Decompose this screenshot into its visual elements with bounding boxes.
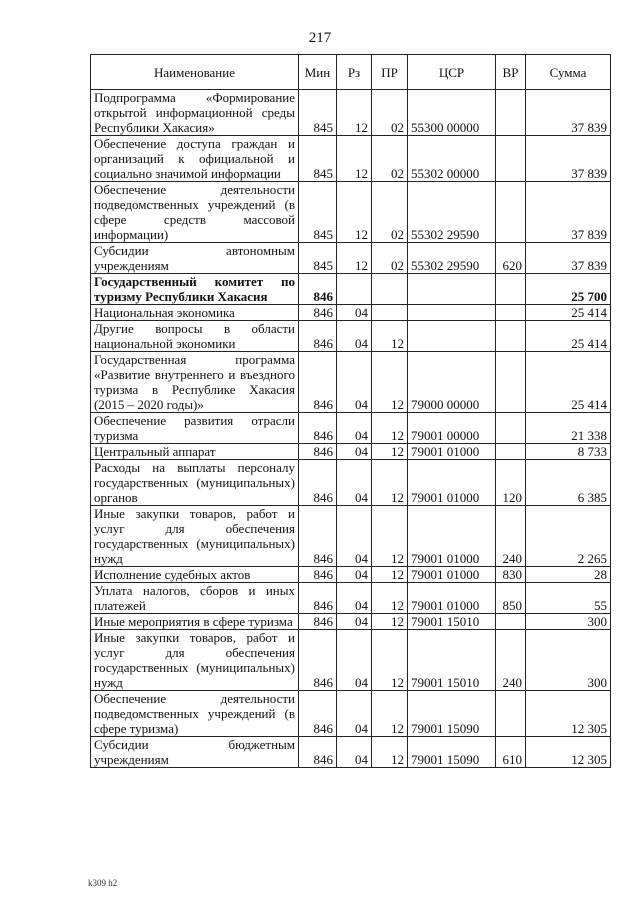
table-row — [91, 737, 611, 768]
cell-vr — [496, 352, 526, 413]
cell-min: 846 — [299, 630, 337, 691]
cell-rz: 04 — [337, 352, 372, 413]
cell-csr: 79001 15010 — [408, 630, 496, 691]
cell-csr: 55302 29590 — [408, 243, 496, 274]
cell-name: Обеспечение развития отрасли туризма — [91, 413, 299, 444]
cell-csr: 79001 15090 — [408, 691, 496, 737]
cell-csr: 79001 15090 — [408, 737, 496, 768]
table-row — [91, 305, 611, 321]
cell-csr: 79001 01000 — [408, 583, 496, 614]
cell-rz: 12 — [337, 90, 372, 136]
cell-sum: 25 414 — [526, 352, 611, 413]
cell-sum: 300 — [526, 630, 611, 691]
cell-sum: 6 385 — [526, 460, 611, 506]
cell-name: Субсидии автономным учреждениям — [91, 243, 299, 274]
header-pr: ПР — [372, 55, 408, 90]
header-rz: Рз — [337, 55, 372, 90]
cell-min: 846 — [299, 737, 337, 768]
cell-min: 846 — [299, 506, 337, 567]
cell-sum: 37 839 — [526, 136, 611, 182]
cell-vr — [496, 90, 526, 136]
cell-min: 845 — [299, 90, 337, 136]
cell-rz: 04 — [337, 460, 372, 506]
table-row — [91, 274, 611, 305]
cell-pr: 12 — [372, 460, 408, 506]
cell-name: Другие вопросы в области национальной экономики — [91, 321, 299, 352]
cell-rz: 12 — [337, 136, 372, 182]
table-row — [91, 321, 611, 352]
cell-vr — [496, 691, 526, 737]
cell-csr — [408, 321, 496, 352]
table-row — [91, 506, 611, 567]
cell-sum: 8 733 — [526, 444, 611, 460]
table-row — [91, 243, 611, 274]
cell-csr: 79001 15010 — [408, 614, 496, 630]
cell-csr — [408, 305, 496, 321]
budget-table — [90, 54, 611, 768]
cell-name: Центральный аппарат — [91, 444, 299, 460]
cell-sum: 21 338 — [526, 413, 611, 444]
cell-min: 846 — [299, 583, 337, 614]
cell-csr: 79001 01000 — [408, 567, 496, 583]
cell-pr — [372, 305, 408, 321]
table-row — [91, 460, 611, 506]
cell-name: Исполнение судебных актов — [91, 567, 299, 583]
cell-pr — [372, 274, 408, 305]
cell-vr — [496, 274, 526, 305]
table-row — [91, 182, 611, 243]
cell-pr: 12 — [372, 630, 408, 691]
cell-name: Обеспечение деятельности подведомственных учреждений (в сфере туризма) — [91, 691, 299, 737]
cell-vr: 120 — [496, 460, 526, 506]
cell-min: 846 — [299, 321, 337, 352]
cell-name: Государственный комитет по туризму Республики Хакасия — [91, 274, 299, 305]
cell-vr: 610 — [496, 737, 526, 768]
cell-name: Обеспечение доступа граждан и организаций к официальной и социально значимой информации — [91, 136, 299, 182]
cell-min: 846 — [299, 352, 337, 413]
table-row — [91, 413, 611, 444]
header-vr: ВР — [496, 55, 526, 90]
cell-rz: 04 — [337, 583, 372, 614]
cell-sum: 12 305 — [526, 691, 611, 737]
cell-pr: 02 — [372, 243, 408, 274]
cell-pr: 12 — [372, 691, 408, 737]
cell-rz: 12 — [337, 243, 372, 274]
cell-rz: 04 — [337, 321, 372, 352]
cell-pr: 12 — [372, 413, 408, 444]
cell-vr — [496, 182, 526, 243]
cell-sum: 25 414 — [526, 305, 611, 321]
header-sum: Сумма — [526, 55, 611, 90]
cell-sum: 12 305 — [526, 737, 611, 768]
cell-sum: 55 — [526, 583, 611, 614]
cell-name: Обеспечение деятельности подведомственных учреждений (в сфере средств массовой информации) — [91, 182, 299, 243]
table-row — [91, 352, 611, 413]
cell-pr: 12 — [372, 583, 408, 614]
cell-csr: 55302 00000 — [408, 136, 496, 182]
table-row — [91, 691, 611, 737]
cell-csr: 55302 29590 — [408, 182, 496, 243]
cell-pr: 12 — [372, 506, 408, 567]
cell-vr — [496, 614, 526, 630]
cell-sum: 37 839 — [526, 90, 611, 136]
cell-pr: 02 — [372, 136, 408, 182]
cell-rz: 04 — [337, 614, 372, 630]
table-row — [91, 136, 611, 182]
cell-name: Уплата налогов, сборов и иных платежей — [91, 583, 299, 614]
cell-rz: 04 — [337, 630, 372, 691]
cell-pr: 02 — [372, 182, 408, 243]
cell-vr — [496, 444, 526, 460]
header-row — [91, 55, 611, 90]
cell-min: 846 — [299, 460, 337, 506]
cell-min: 846 — [299, 444, 337, 460]
cell-rz: 04 — [337, 691, 372, 737]
cell-pr: 12 — [372, 737, 408, 768]
cell-sum: 25 700 — [526, 274, 611, 305]
cell-name: Подпрограмма «Формирование открытой информационной среды Республики Хакасия» — [91, 90, 299, 136]
cell-name: Иные закупки товаров, работ и услуг для обеспечения государственных (муниципальных) нужд — [91, 506, 299, 567]
cell-vr — [496, 321, 526, 352]
cell-sum: 37 839 — [526, 182, 611, 243]
cell-min: 846 — [299, 691, 337, 737]
table-row — [91, 444, 611, 460]
cell-csr: 55300 00000 — [408, 90, 496, 136]
cell-pr: 12 — [372, 614, 408, 630]
cell-vr: 240 — [496, 506, 526, 567]
table-row — [91, 90, 611, 136]
cell-csr: 79001 01000 — [408, 444, 496, 460]
header-csr: ЦСР — [408, 55, 496, 90]
cell-name: Иные закупки товаров, работ и услуг для обеспечения государственных (муниципальных) нужд — [91, 630, 299, 691]
cell-min: 845 — [299, 182, 337, 243]
cell-csr: 79001 01000 — [408, 506, 496, 567]
table-row — [91, 614, 611, 630]
cell-min: 846 — [299, 567, 337, 583]
cell-sum: 300 — [526, 614, 611, 630]
cell-csr: 79001 01000 — [408, 460, 496, 506]
cell-vr: 620 — [496, 243, 526, 274]
cell-pr: 12 — [372, 567, 408, 583]
cell-rz: 04 — [337, 737, 372, 768]
cell-rz: 04 — [337, 305, 372, 321]
cell-pr: 02 — [372, 90, 408, 136]
cell-min: 846 — [299, 413, 337, 444]
cell-sum: 2 265 — [526, 506, 611, 567]
cell-min: 846 — [299, 614, 337, 630]
table-row — [91, 583, 611, 614]
cell-csr: 79000 00000 — [408, 352, 496, 413]
header-min: Мин — [299, 55, 337, 90]
cell-vr: 850 — [496, 583, 526, 614]
cell-csr: 79001 00000 — [408, 413, 496, 444]
cell-min: 845 — [299, 243, 337, 274]
page-number: 217 — [308, 30, 332, 46]
cell-csr — [408, 274, 496, 305]
cell-vr: 830 — [496, 567, 526, 583]
cell-vr — [496, 136, 526, 182]
cell-sum: 25 414 — [526, 321, 611, 352]
cell-name: Государственная программа «Развитие внутреннего и въездного туризма в Республике Хакасия (2015 – 2020 годы)» — [91, 352, 299, 413]
cell-vr — [496, 305, 526, 321]
cell-pr: 12 — [372, 321, 408, 352]
cell-rz: 12 — [337, 182, 372, 243]
cell-sum: 28 — [526, 567, 611, 583]
header-name: Наименование — [91, 55, 299, 90]
cell-rz: 04 — [337, 567, 372, 583]
table-row — [91, 567, 611, 583]
cell-rz: 04 — [337, 444, 372, 460]
cell-rz: 04 — [337, 413, 372, 444]
cell-rz: 04 — [337, 506, 372, 567]
cell-min: 846 — [299, 305, 337, 321]
cell-name: Иные мероприятия в сфере туризма — [91, 614, 299, 630]
table-row — [91, 630, 611, 691]
cell-pr: 12 — [372, 444, 408, 460]
cell-name: Расходы на выплаты персоналу государственных (муниципальных) органов — [91, 460, 299, 506]
cell-vr — [496, 413, 526, 444]
cell-pr: 12 — [372, 352, 408, 413]
cell-name: Национальная экономика — [91, 305, 299, 321]
cell-min: 846 — [299, 274, 337, 305]
cell-min: 845 — [299, 136, 337, 182]
cell-name: Субсидии бюджетным учреждениям — [91, 737, 299, 768]
cell-rz — [337, 274, 372, 305]
cell-vr: 240 — [496, 630, 526, 691]
footer-code: k309 h2 — [88, 878, 118, 888]
cell-sum: 37 839 — [526, 243, 611, 274]
